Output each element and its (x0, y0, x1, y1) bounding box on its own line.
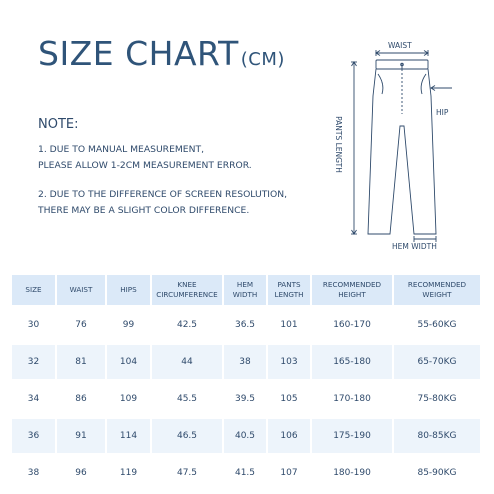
table-cell: 104 (107, 345, 152, 379)
pants-diagram (330, 36, 480, 256)
note-1-line-1: 1. DUE TO MANUAL MEASUREMENT, (38, 144, 205, 155)
table-cell: 41.5 (224, 456, 268, 490)
table-cell: 96 (57, 456, 107, 490)
title-main: SIZE CHART (38, 34, 239, 73)
table-cell: 106 (268, 419, 312, 453)
table-cell: 80-85KG (394, 419, 482, 453)
note-heading: NOTE: (38, 117, 79, 132)
column-header: WAIST (57, 275, 107, 305)
pants-length-label: PANTS LENGTH (333, 116, 343, 173)
table-cell: 75-80KG (394, 382, 482, 416)
table-row (12, 419, 482, 453)
page-title (38, 34, 285, 73)
table-cell: 119 (107, 456, 152, 490)
table-row (12, 308, 482, 342)
column-header: HEM WIDTH (224, 275, 268, 305)
note-2-line-1: 2. DUE TO THE DIFFERENCE OF SCREEN RESOLUTION, (38, 189, 288, 200)
table-cell: 47.5 (152, 456, 224, 490)
table-cell: 160-170 (312, 308, 394, 342)
column-header: RECOMMENDED HEIGHT (312, 275, 394, 305)
table-cell: 175-190 (312, 419, 394, 453)
table-cell: 38 (12, 456, 57, 490)
table-cell: 44 (152, 345, 224, 379)
note-2 (38, 187, 308, 219)
table-cell: 45.5 (152, 382, 224, 416)
table-cell: 107 (268, 456, 312, 490)
table-cell: 99 (107, 308, 152, 342)
table-cell: 42.5 (152, 308, 224, 342)
waist-label: WAIST (388, 41, 412, 50)
column-header: RECOMMENDED WEIGHT (394, 275, 482, 305)
table-cell: 36.5 (224, 308, 268, 342)
table-cell: 109 (107, 382, 152, 416)
table-cell: 81 (57, 345, 107, 379)
table-header-row (12, 275, 482, 305)
table-cell: 30 (12, 308, 57, 342)
table-cell: 76 (57, 308, 107, 342)
note-2-line-2: THERE MAY BE A SLIGHT COLOR DIFFERENCE. (38, 205, 250, 216)
table-cell: 39.5 (224, 382, 268, 416)
table-cell: 85-90KG (394, 456, 482, 490)
table-cell: 38 (224, 345, 268, 379)
table-cell: 180-190 (312, 456, 394, 490)
table-row (12, 345, 482, 379)
table-cell: 86 (57, 382, 107, 416)
column-header: KNEE CIRCUMFERENCE (152, 275, 224, 305)
size-table (12, 272, 482, 493)
note-1-line-2: PLEASE ALLOW 1-2CM MEASUREMENT ERROR. (38, 160, 252, 171)
table-cell: 36 (12, 419, 57, 453)
table-cell: 32 (12, 345, 57, 379)
table-row (12, 456, 482, 490)
table-row (12, 382, 482, 416)
table-cell: 105 (268, 382, 312, 416)
table-cell: 65-70KG (394, 345, 482, 379)
table-cell: 103 (268, 345, 312, 379)
note-1 (38, 142, 308, 174)
column-header: HIPS (107, 275, 152, 305)
table-cell: 34 (12, 382, 57, 416)
table-body (12, 308, 482, 490)
table-cell: 101 (268, 308, 312, 342)
column-header: PANTS LENGTH (268, 275, 312, 305)
pants-illustration (330, 36, 480, 256)
table-cell: 46.5 (152, 419, 224, 453)
column-header: SIZE (12, 275, 57, 305)
table-cell: 55-60KG (394, 308, 482, 342)
table-cell: 91 (57, 419, 107, 453)
table-cell: 114 (107, 419, 152, 453)
hem-width-label: HEM WIDTH (392, 242, 437, 251)
table-cell: 165-180 (312, 345, 394, 379)
table-cell: 170-180 (312, 382, 394, 416)
title-unit: (CM) (240, 49, 285, 70)
hip-label: HIP (436, 108, 449, 117)
table-cell: 40.5 (224, 419, 268, 453)
